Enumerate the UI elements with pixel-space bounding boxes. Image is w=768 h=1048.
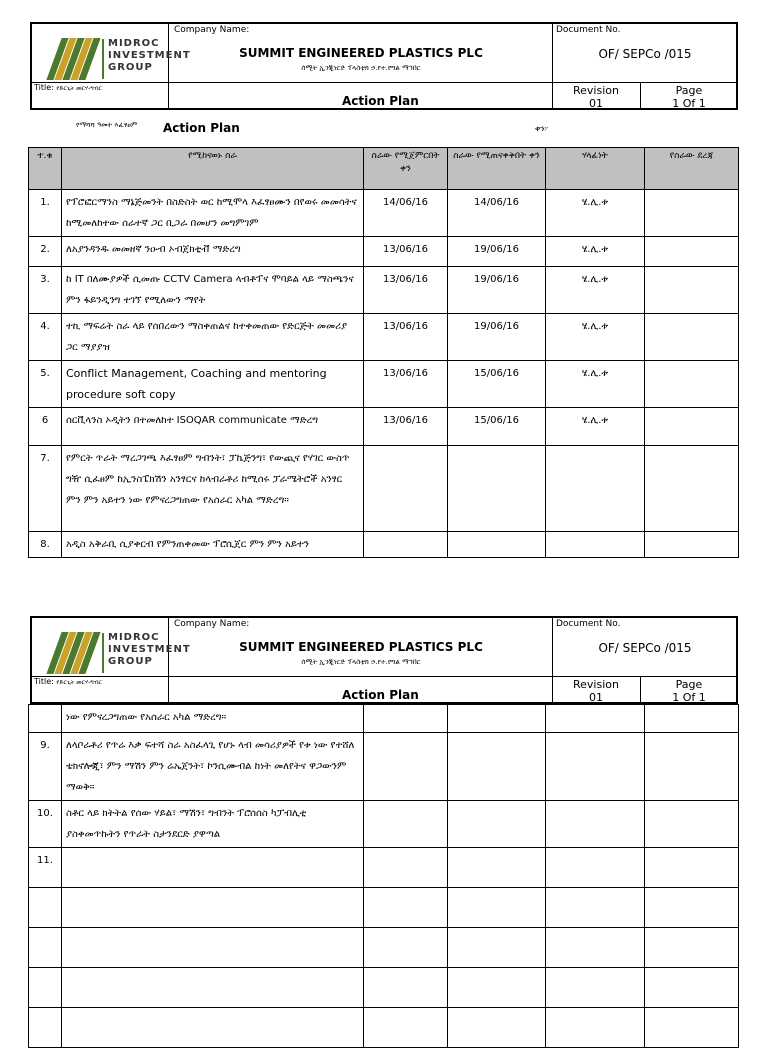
row-start-date: 13/06/16 [364,267,448,314]
date-label: ቀን፦ [535,124,549,133]
row-end-date: 14/06/16 [448,190,546,237]
logo-line: GROUP [108,62,153,73]
row-number [29,968,62,1008]
row-status [645,267,739,314]
row-status [645,532,739,558]
row-status [645,801,739,848]
row-task: የምርት ጥራት ማረጋገጫ እፈፃፀም ግብንት፣ ፓኬጅንግ፣ የውጪና የሃገር ውስጥ ግዥ ሲፈፀም ከኢንስፔክሽን አንፃርና ከላብራቶሪ ከሚሰሩ ፓራሜትሮች አንፃር ምን ምን አይተን ነው የምናረጋግጠው የአሰራር አካል ማድረግ። [62,446,364,532]
table-row [29,408,739,446]
title-label: Title: [34,83,54,92]
row-end-date: 19/06/16 [448,237,546,267]
row-number: 11. [29,848,62,888]
page-value: 1 Of 1 [672,691,706,704]
document-no: OF/ SEPCo /015 [598,47,692,61]
row-responsible: ሄ.ሊ.ቱ [546,267,645,314]
row-task: አዲስ አቅራቢ ሲያቀርብ የምንጠቀመው ፕሮሲጀር ምን ምን አይተን [62,532,364,558]
company-name-label: Company Name: [174,619,250,629]
logo-line: MIDROC [108,632,160,643]
action-plan-table [28,147,739,558]
row-task: ሰርቪላንስ ኦዲትን በተመለከተ ISOQAR communicate ማድረግ [62,408,364,446]
table-row [29,801,739,848]
row-number: 2. [29,237,62,267]
table-row [29,314,739,361]
row-responsible: ሄ.ሊ.ቱ [546,314,645,361]
row-end-date [448,446,546,532]
table-row [29,267,739,314]
table-row [29,1008,739,1048]
row-responsible [546,928,645,968]
row-number: 4. [29,314,62,361]
logo-line: MIDROC [108,38,160,49]
document-no-label: Document No. [556,25,621,35]
header-task: የሚከናወኑ ስራ [62,148,364,190]
document-header-page2 [30,616,738,704]
row-end-date: 15/06/16 [448,408,546,446]
page-label: Page [675,678,703,691]
row-responsible [546,968,645,1008]
row-responsible [546,733,645,801]
page-value: 1 Of 1 [672,97,706,110]
row-end-date [448,888,546,928]
row-end-date: 19/06/16 [448,267,546,314]
subtitle-title: Action Plan [163,121,240,135]
row-task: Conflict Management, Coaching and mentoring procedure soft copy [62,361,364,408]
revision-value: 01 [589,691,603,704]
row-status [645,361,739,408]
company-name: SUMMIT ENGINEERED PLASTICS PLC [239,640,483,654]
row-start-date: 13/06/16 [364,361,448,408]
header-no: ተ.ቁ [29,148,62,190]
header-end: ስራው የሚጠናቀቅበት ቀን [448,148,546,190]
row-number: 7. [29,446,62,532]
row-number: 8. [29,532,62,558]
row-number: 9. [29,733,62,801]
company-name-amharic: ሰሚት ኢንጂነርድ ፕላስቲክ ኃ.የተ.የግል ማኅበር [301,658,421,666]
document-no: OF/ SEPCo /015 [598,641,692,655]
table-row [29,705,739,733]
logo-line: INVESTMENT [108,644,191,655]
header-responsible: ሃላፊነት [546,148,645,190]
company-name-label: Company Name: [174,25,250,35]
row-number [29,888,62,928]
row-status [645,705,739,733]
row-start-date [364,968,448,1008]
row-task: ነው የምናረጋግጠው የአሰራር አካል ማድረግ። [62,705,364,733]
row-task: ስቶር ላይ ክትትል የሰው ሃይል፣ ማሽን፣ ግብንት ፕሮሰሰስ ካፓብሊቲ ያስቀመጥኩትን የጥራት ስታንደርድ ያዋጣል [62,801,364,848]
row-start-date: 14/06/16 [364,190,448,237]
row-task [62,928,364,968]
row-responsible: ሄ.ሊ.ቱ [546,190,645,237]
row-responsible [546,801,645,848]
row-task [62,848,364,888]
row-start-date [364,928,448,968]
row-end-date [448,968,546,1008]
row-status [645,1008,739,1048]
row-responsible [546,705,645,733]
table-row [29,928,739,968]
document-header [30,22,738,110]
subtitle-prefix: የማሻሻ ዓመት እፈፃፀም [76,121,138,129]
company-name-amharic: ሰሚት ኢንጂነርድ ፕላስቲክ ኃ.የተ.የግል ማኅበር [301,64,421,72]
revision-label: Revision [573,678,619,691]
row-task: ለላቦራቶሪ የጥሬ እቃ ፍተሻ ስራ አስፈላጊ የሆኑ ላብ መሳሪያዎች የቱ ነው የተሸለ ቴክኖሎጂ፣ ምን ማሽን ምን ሬኤጀንት፣ ኮንሲሙብል ከነት መለየትና ዋጋውንም ማወቅ። [62,733,364,801]
document-no-label: Document No. [556,619,621,629]
row-responsible: ሄ.ሊ.ቱ [546,408,645,446]
row-number [29,1008,62,1048]
row-number [29,705,62,733]
row-status [645,848,739,888]
row-task [62,968,364,1008]
row-number: 5. [29,361,62,408]
row-responsible [546,888,645,928]
row-status [645,237,739,267]
row-responsible [546,1008,645,1048]
company-name: SUMMIT ENGINEERED PLASTICS PLC [239,46,483,60]
row-start-date: 13/06/16 [364,314,448,361]
row-start-date [364,705,448,733]
row-number: 1. [29,190,62,237]
revision-value: 01 [589,97,603,110]
row-number: 6 [29,408,62,446]
row-status [645,314,739,361]
row-status [645,190,739,237]
row-status [645,408,739,446]
row-status [645,928,739,968]
row-number: 10. [29,801,62,848]
document-title: Action Plan [342,688,419,702]
row-task: የፕሮፎርማንስ ማኔጅመንት በስድስት ወር ከሚሞላ እፈፃፀሙን በየወሩ መመሳትና ከሚመለከተው ሰራተኛ ጋር ቢጋራ በመሆን መግምገም [62,190,364,237]
row-responsible [546,848,645,888]
row-start-date [364,801,448,848]
title-amharic: የድርጊት መርሃ-ግብር [56,679,102,686]
table-row [29,888,739,928]
row-task: ተኪ ማፍሬት ስራ ላይ የሰበረውን ማስቀጠልና ከተቀመጠው የድርጅት መመሪያ ጋር ማያያዝ [62,314,364,361]
row-end-date: 15/06/16 [448,361,546,408]
row-number: 3. [29,267,62,314]
row-number [29,928,62,968]
row-status [645,733,739,801]
row-start-date [364,888,448,928]
title-amharic: የድርጊት መርሃ-ግብር [56,85,102,92]
row-end-date [448,848,546,888]
revision-label: Revision [573,84,619,97]
row-task: ለአያንዳንዱ መመዘኛ ንዑብ ኦብጀክቲቭ ማድረግ [62,237,364,267]
table-row [29,733,739,801]
row-start-date [364,446,448,532]
logo-line: INVESTMENT [108,50,191,61]
row-start-date [364,532,448,558]
table-row [29,190,739,237]
row-end-date [448,928,546,968]
row-start-date [364,848,448,888]
header-start: ስራው የሚጀምርበት ቀን [364,148,448,190]
midroc-logo [40,630,191,678]
table-row [29,848,739,888]
midroc-logo [40,36,191,84]
row-end-date [448,801,546,848]
row-status [645,446,739,532]
table-row [29,446,739,532]
document-title: Action Plan [342,94,419,108]
row-responsible: ሄ.ሊ.ቱ [546,237,645,267]
row-task [62,888,364,928]
row-end-date: 19/06/16 [448,314,546,361]
row-task [62,1008,364,1048]
row-end-date [448,532,546,558]
page-label: Page [675,84,703,97]
row-responsible: ሄ.ሊ.ቱ [546,361,645,408]
table-row [29,361,739,408]
row-status [645,968,739,1008]
row-status [645,888,739,928]
row-start-date: 13/06/16 [364,237,448,267]
action-plan-table-continued [28,704,739,1048]
row-responsible [546,532,645,558]
title-label: Title: [34,677,54,686]
row-start-date [364,733,448,801]
table-row [29,532,739,558]
row-end-date [448,733,546,801]
row-task: ከ IT በለሙያዎች ሲመጡ CCTV Camera ላብቶፕና ሞባይል ላይ ማስጫንና ምን ፋይንዲንግ ተገኘ የሚለውን ማየት [62,267,364,314]
row-responsible [546,446,645,532]
row-end-date [448,705,546,733]
row-end-date [448,1008,546,1048]
table-row [29,968,739,1008]
row-start-date [364,1008,448,1048]
table-row [29,237,739,267]
logo-line: GROUP [108,656,153,667]
header-status: የስራው ደረጃ [645,148,739,190]
row-start-date: 13/06/16 [364,408,448,446]
